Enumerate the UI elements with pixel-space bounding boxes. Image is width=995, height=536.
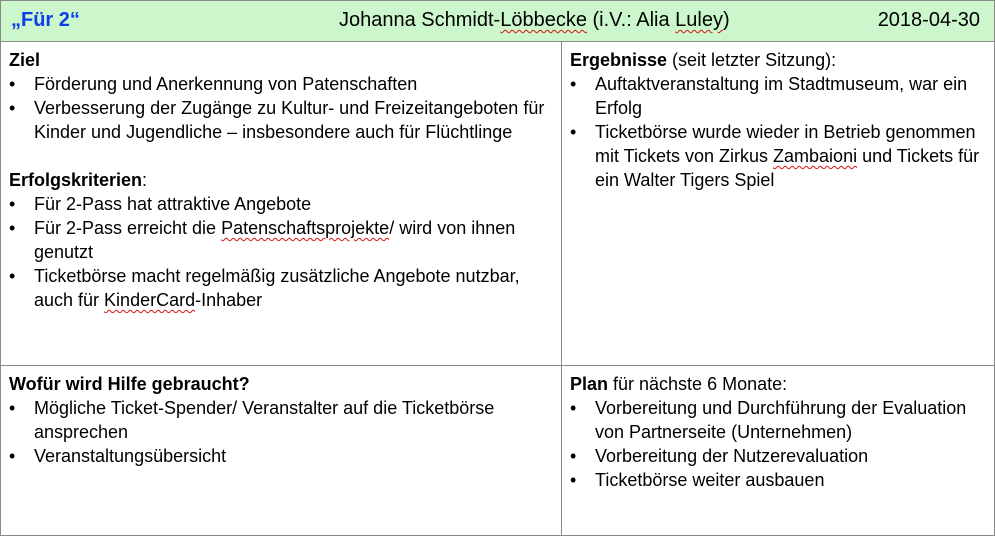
bullet-icon: • — [570, 74, 577, 94]
plan-title-suffix: für nächste 6 Monate: — [608, 374, 788, 394]
list-item — [9, 72, 553, 96]
header-bar — [1, 1, 994, 42]
list-item-text: Verbesserung der Zugänge zu Kultur- und Freizeitangeboten für Kinder und Jugendliche – insbesondere auch für Flüchtlinge — [34, 98, 545, 142]
bullet-icon: • — [9, 266, 16, 286]
ergebnisse-heading — [570, 48, 986, 72]
report-date: 2018-04-30 — [877, 9, 980, 31]
list-item-text: Auftaktveranstaltung im Stadtmuseum, war ein Erfolg — [595, 74, 968, 118]
list-item-text: Ticketbörse weiter ausbauen — [595, 470, 825, 490]
bullet-icon: • — [9, 74, 16, 94]
ergebnisse-list — [570, 72, 986, 192]
bullet-icon: • — [570, 122, 577, 142]
ergebnisse-title-suffix: (seit letzter Sitzung): — [667, 50, 837, 70]
list-item-text: Für 2-Pass hat attraktive Angebote — [34, 194, 312, 214]
plan-heading — [570, 372, 986, 396]
bullet-icon: • — [9, 218, 16, 238]
people-name-spellcheck: Löbbecke — [500, 9, 587, 31]
people-text: (i.V.: Alia — [586, 9, 676, 31]
erfolg-title-suffix: : — [142, 170, 148, 190]
people-text: Johanna Schmidt- — [339, 9, 501, 31]
list-item-text: Ticketbörse macht regelmäßig zusätzliche Angebote nutzbar, auch für — [34, 266, 520, 310]
ziel-list — [9, 72, 553, 144]
list-item — [9, 96, 553, 144]
bullet-icon: • — [570, 470, 577, 490]
bullet-icon: • — [570, 446, 577, 466]
spellcheck-word: KinderCard — [104, 290, 196, 310]
people-text: ) — [722, 9, 730, 31]
erfolg-list — [9, 192, 553, 312]
list-item — [570, 444, 986, 468]
erfolg-title: Erfolgskriterien — [9, 170, 143, 190]
list-item — [9, 264, 553, 312]
spacer — [9, 144, 553, 168]
plan-title: Plan — [570, 374, 609, 394]
list-item-text: Förderung und Anerkennung von Patenschaften — [34, 74, 418, 94]
hilfe-title: Wofür wird Hilfe gebraucht? — [9, 374, 250, 394]
spellcheck-word: Patenschaftsprojekte — [221, 218, 390, 238]
list-item — [9, 216, 553, 264]
list-item-text: Für 2-Pass erreicht die — [34, 218, 222, 238]
cell-plan — [562, 366, 994, 535]
erfolg-heading — [9, 168, 553, 192]
hilfe-list — [9, 396, 553, 468]
list-item-text: -Inhaber — [195, 290, 263, 310]
list-item — [9, 192, 553, 216]
spellcheck-word: Zambaioni — [773, 146, 858, 166]
list-item-text: Vorbereitung und Durchführung der Evaluation von Partnerseite (Unternehmen) — [595, 398, 967, 442]
list-item — [9, 396, 553, 444]
cell-hilfe — [1, 366, 562, 535]
project-title: „Für 2“ — [11, 9, 80, 31]
list-item-text: Ticketbörse wurde wieder in Betrieb genommen mit Tickets von Zirkus — [595, 122, 976, 166]
list-item-text: und Tickets für ein Walter Tigers Spiel — [595, 146, 980, 190]
responsible-persons — [339, 9, 730, 32]
cell-ziel — [1, 42, 562, 366]
bullet-icon: • — [9, 446, 16, 466]
list-item — [9, 444, 553, 468]
people-name-spellcheck: Luley — [675, 9, 723, 31]
list-item-text: / wird von ihnen genutzt — [34, 218, 516, 262]
bullet-icon: • — [9, 194, 16, 214]
plan-list — [570, 396, 986, 492]
ziel-title: Ziel — [9, 50, 41, 70]
ergebnisse-title: Ergebnisse — [570, 50, 668, 70]
list-item — [570, 120, 986, 192]
bullet-icon: • — [9, 398, 16, 418]
content-grid — [1, 42, 994, 535]
cell-ergebnisse — [562, 42, 994, 366]
bullet-icon: • — [570, 398, 577, 418]
list-item-text: Vorbereitung der Nutzerevaluation — [595, 446, 869, 466]
list-item-text: Mögliche Ticket-Spender/ Veranstalter auf die Ticketbörse ansprechen — [34, 398, 495, 442]
list-item-text: Veranstaltungsübersicht — [34, 446, 227, 466]
list-item — [570, 396, 986, 444]
list-item — [570, 72, 986, 120]
bullet-icon: • — [9, 98, 16, 118]
list-item — [570, 468, 986, 492]
